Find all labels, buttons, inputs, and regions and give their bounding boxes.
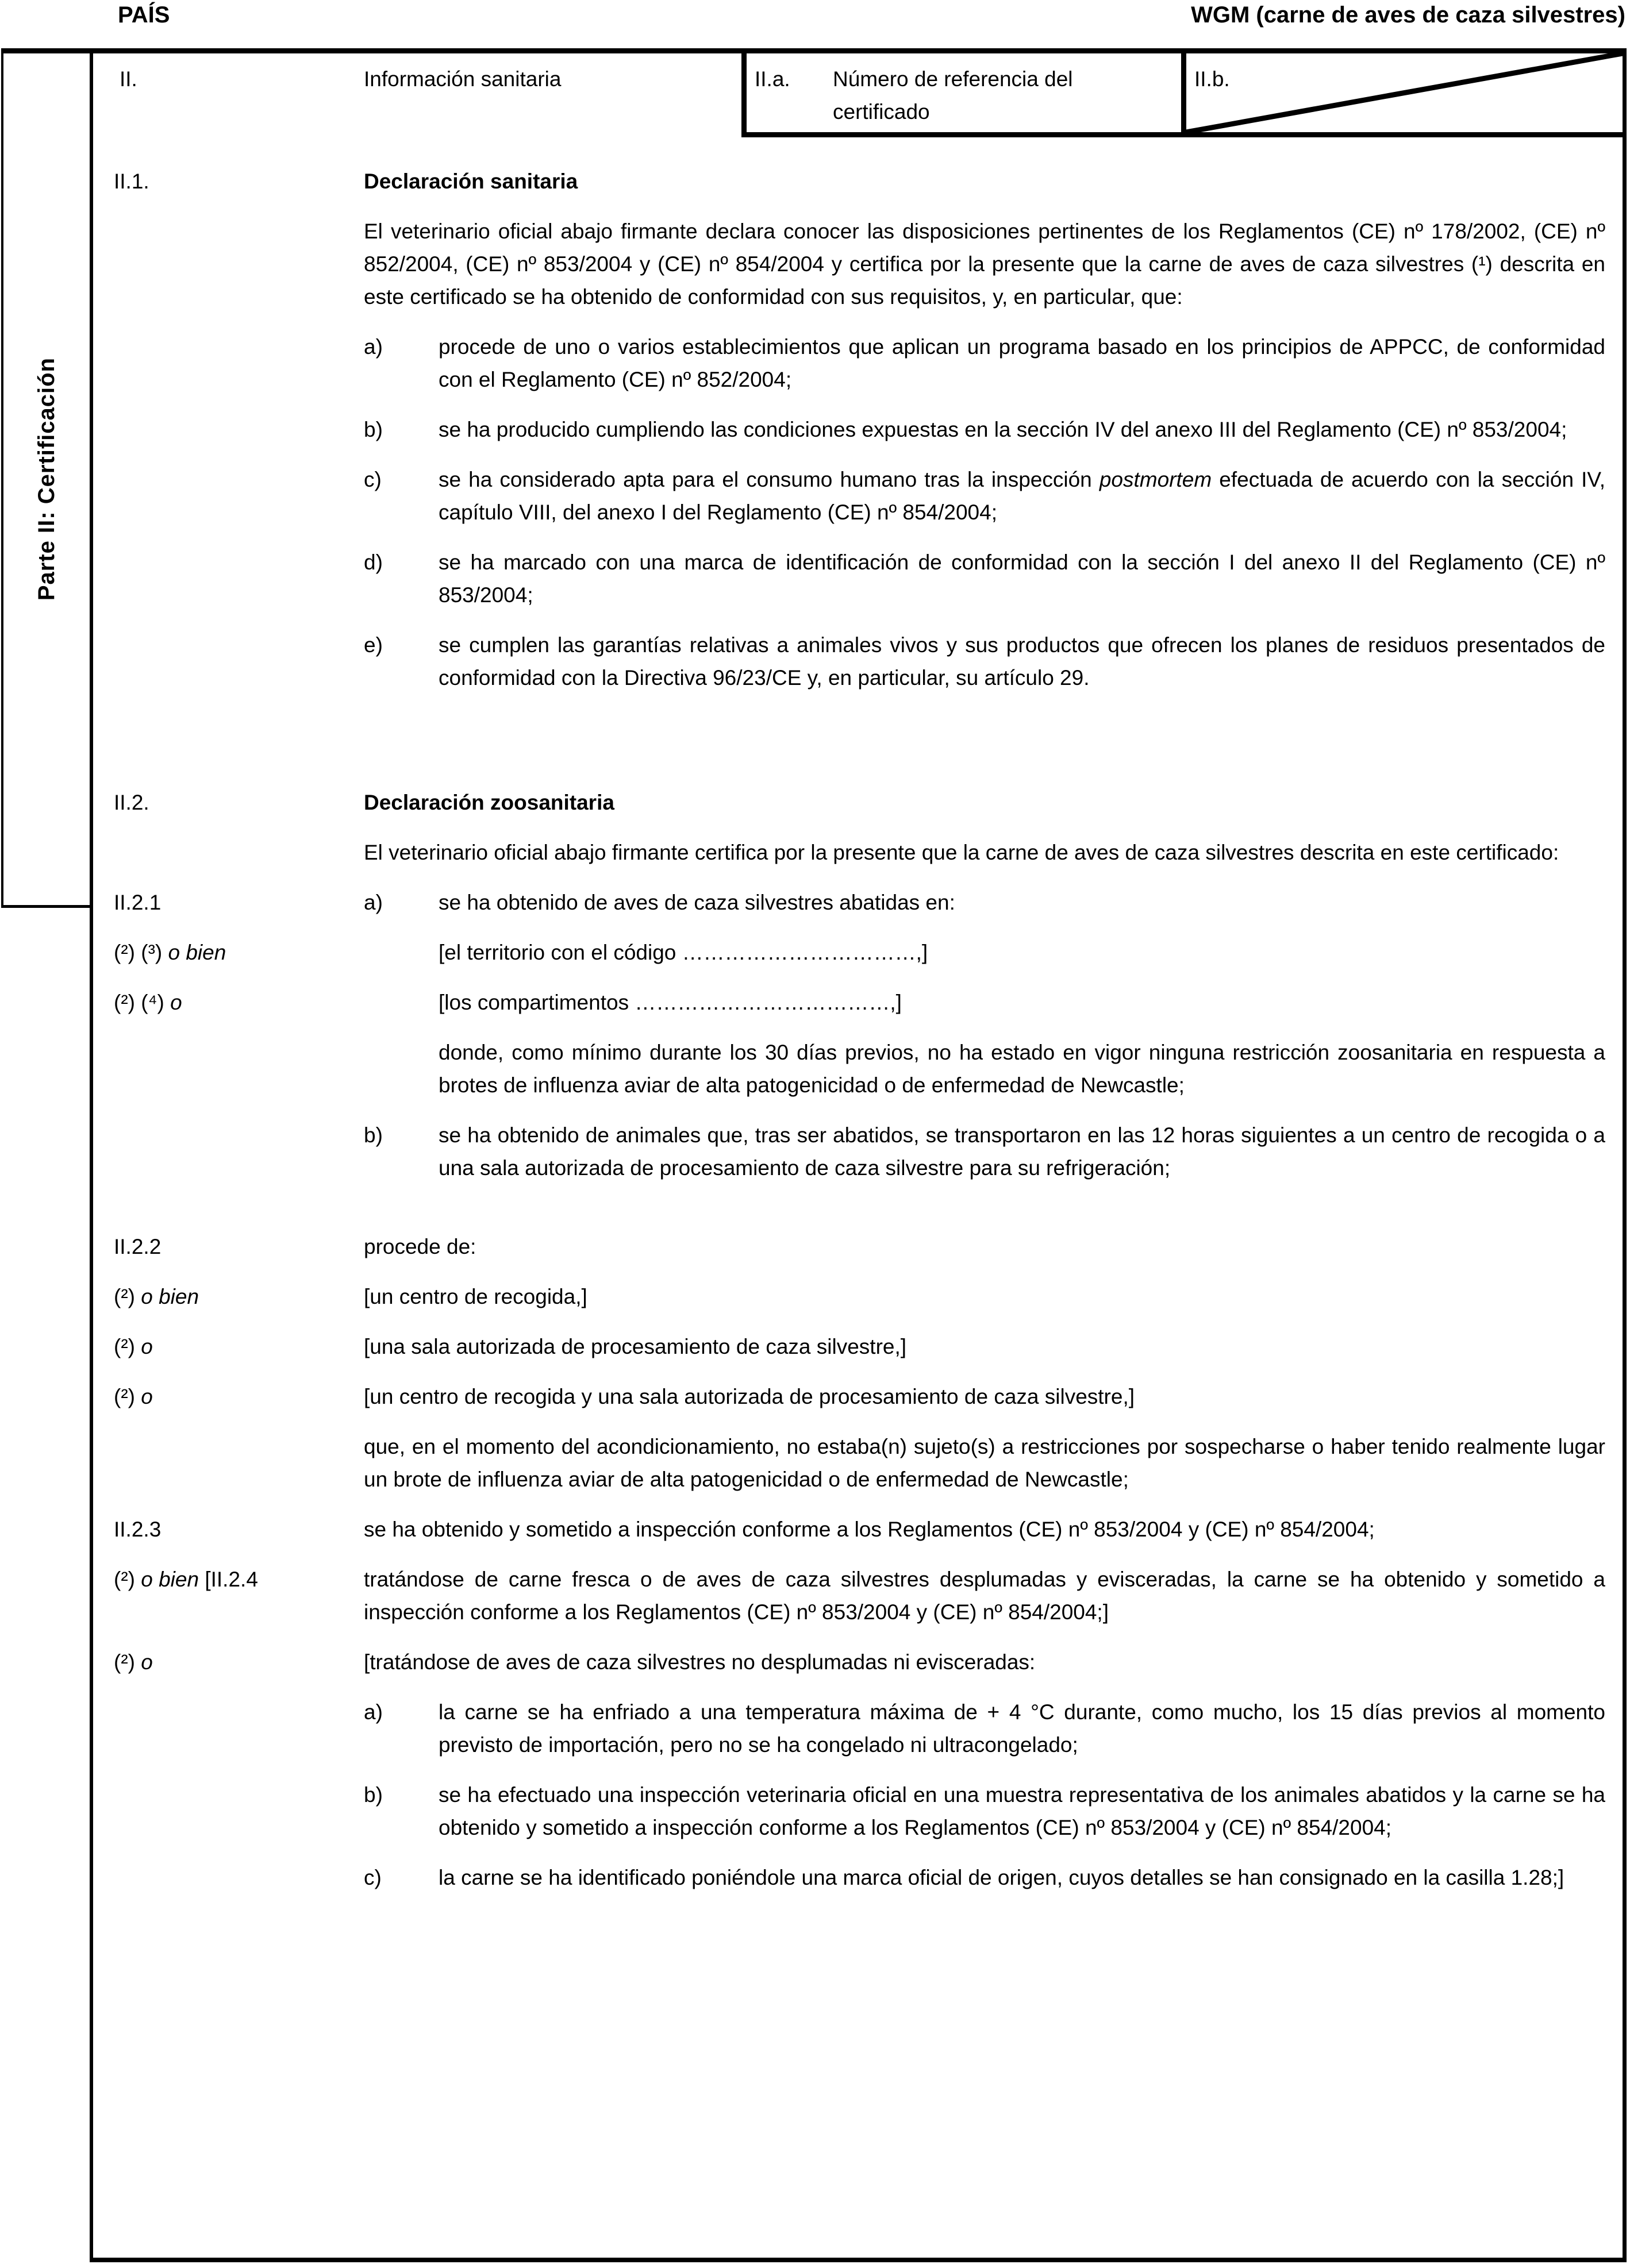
footnote-refs: (²) (⁴) — [114, 991, 171, 1014]
option-text: [tratándose de aves de caza silvestres no desplumadas ni evisceradas: — [364, 1650, 1036, 1674]
item-text-italic: postmortem — [1099, 468, 1212, 491]
paragraph-text: donde, como mínimo durante los 30 días previos, no ha estado en vigor ninguna restricción zoosanitaria en respuesta a brotes de influenza aviar de alta patogenicidad o de enfermedad de Newcastle; — [439, 1041, 1605, 1097]
country-label: PAÍS — [118, 2, 170, 28]
option-connector: o — [170, 991, 182, 1014]
section-label: II.2.3 — [114, 1518, 162, 1541]
header-cell-info — [93, 53, 741, 137]
item-letter: c) — [364, 468, 382, 491]
header-ii-number: II. — [120, 67, 137, 91]
label-spacer — [114, 1778, 364, 1844]
option-label — [114, 1280, 364, 1313]
option-label — [114, 936, 364, 969]
option-label-suffix: [II.2.4 — [199, 1568, 258, 1591]
footnote-refs: (²) (³) — [114, 941, 168, 964]
option-text: [el territorio con el código ……………………………,] — [439, 941, 928, 964]
option-label — [114, 1563, 364, 1628]
header-ii-label: Información sanitaria — [364, 67, 562, 91]
header-cell-iib — [1181, 53, 1623, 137]
lettered-item — [364, 330, 1605, 396]
table-body — [93, 137, 1623, 2258]
option-row — [114, 1380, 1605, 1413]
lettered-item-row — [114, 629, 1605, 694]
option-connector: o — [141, 1335, 153, 1358]
item-text: la carne se ha enfriado a una temperatura máxima de + 4 °C durante, como mucho, los 15 días previos al momento previsto de importación, pero no se ha congelado ni ultracongelado; — [439, 1700, 1605, 1757]
item-text: se ha efectuado una inspección veterinaria oficial en una muestra representativa de los animales abatidos y la carne se ha obtenido y sometido a inspección conforme a los Reglamentos (CE) nº 853/2004 y (CE) nº 854/2004; — [439, 1783, 1605, 1839]
paragraph-text: que, en el momento del acondicionamiento, no estaba(n) sujeto(s) a restricciones por sospecharse o haber tenido realmente lugar un brote de influenza aviar de alta patogenicidad o de enfermedad de Newcastle; — [364, 1435, 1605, 1491]
label-spacer — [114, 1430, 364, 1496]
section-title: Declaración zoosanitaria — [364, 791, 614, 814]
numbered-lettered-row — [114, 886, 1605, 919]
label-spacer — [114, 836, 364, 869]
footnote-refs: (²) — [114, 1335, 141, 1358]
section-heading-row — [114, 165, 1605, 198]
label-spacer — [114, 215, 364, 313]
footnote-refs: (²) — [114, 1568, 141, 1591]
lettered-item-row — [114, 463, 1605, 529]
paragraph-row — [114, 215, 1605, 313]
page-top-bar — [118, 1, 1625, 29]
item-text: se ha obtenido de animales que, tras ser abatidos, se transportaron en las 12 horas siguientes a un centro de recogida o a una sala autorizada de procesamiento de caza silvestre para su refrigeración; — [439, 1123, 1605, 1180]
section-title: Declaración sanitaria — [364, 170, 578, 193]
paragraph-text: procede de: — [364, 1235, 476, 1258]
label-spacer — [114, 629, 364, 694]
option-row — [114, 1330, 1605, 1363]
option-text: tratándose de carne fresca o de aves de caza silvestres desplumadas y evisceradas, la carne se ha obtenido y sometido a inspección conforme a los Reglamentos (CE) nº 853/2004 y (CE) nº 854/2004;] — [364, 1568, 1605, 1624]
lettered-item — [364, 463, 1605, 529]
lettered-item-row — [114, 1778, 1605, 1844]
item-text-pre: se ha considerado apta para el consumo humano tras la inspección — [439, 468, 1100, 491]
lettered-item — [364, 629, 1605, 694]
part-ii-certification-sidebar — [1, 53, 90, 908]
header-iia-number: II.a. — [755, 67, 790, 91]
option-text: [los compartimentos ………………………………,] — [439, 991, 902, 1014]
item-letter: a) — [364, 1700, 383, 1724]
option-label — [114, 1330, 364, 1363]
lettered-item — [364, 1861, 1605, 1894]
item-text: se ha producido cumpliendo las condiciones expuestas en la sección IV del anexo III del Reglamento (CE) nº 853/2004; — [439, 418, 1567, 441]
option-connector: o — [141, 1385, 153, 1408]
label-spacer — [114, 463, 364, 529]
option-row — [114, 986, 1605, 1019]
item-letter: b) — [364, 1123, 383, 1147]
label-spacer — [114, 1696, 364, 1761]
sidebar-part-label: Parte II: Certificación — [33, 357, 59, 601]
section-label: II.2. — [114, 791, 149, 814]
numbered-paragraph-row — [114, 1513, 1605, 1546]
label-spacer — [114, 546, 364, 611]
option-row — [114, 1563, 1605, 1628]
option-label — [114, 1646, 364, 1678]
label-spacer — [114, 1119, 364, 1184]
item-letter: e) — [364, 633, 383, 657]
paragraph-text: El veterinario oficial abajo firmante declara conocer las disposiciones pertinentes de los Reglamentos (CE) nº 178/2002, (CE) nº 852/2004, (CE) nº 853/2004 y (CE) nº 854/2004 y certifica por la presente que la carne de aves de caza silvestres (¹) descrita en este certificado se ha obtenido de conformidad con sus requisitos, y, en particular, que: — [364, 220, 1605, 309]
paragraph-row — [114, 836, 1605, 869]
lettered-item-row — [114, 330, 1605, 396]
lettered-item — [364, 1696, 1605, 1761]
item-text-post: efectuada de acuerdo con la sección IV, capítulo VIII, del anexo I del Reglamento (CE) nº 854/2004; — [439, 468, 1605, 524]
lettered-item-row — [114, 1861, 1605, 1894]
option-text: [un centro de recogida y una sala autorizada de procesamiento de caza silvestre,] — [364, 1385, 1135, 1408]
option-connector: o bien — [141, 1285, 199, 1308]
label-spacer — [114, 330, 364, 396]
item-text: se cumplen las garantías relativas a animales vivos y sus productos que ofrecen los planes de residuos presentados de conformidad con la Directiva 96/23/CE y, en particular, su artículo 29. — [439, 633, 1605, 690]
lettered-item-row — [114, 413, 1605, 446]
item-text — [439, 463, 1605, 529]
footnote-refs: (²) — [114, 1385, 141, 1408]
table-header-row — [93, 53, 1623, 137]
section-label: II.2.2 — [114, 1235, 162, 1258]
certificate-table — [1, 48, 1627, 2262]
label-spacer — [114, 1036, 364, 1102]
footnote-refs: (²) — [114, 1285, 141, 1308]
section-heading-row — [114, 786, 1605, 819]
lettered-item — [364, 886, 1605, 919]
label-spacer — [114, 1861, 364, 1894]
option-text: [una sala autorizada de procesamiento de caza silvestre,] — [364, 1335, 907, 1358]
item-letter: b) — [364, 418, 383, 441]
option-connector: o — [141, 1650, 153, 1674]
section-label: II.1. — [114, 170, 149, 193]
footnote-refs: (²) — [114, 1650, 141, 1674]
lettered-item — [364, 413, 1605, 446]
option-text: [un centro de recogida,] — [364, 1285, 587, 1308]
iib-diagonal-line-icon — [1186, 53, 1623, 132]
lettered-item-row — [114, 1696, 1605, 1761]
item-letter: b) — [364, 1783, 383, 1807]
paragraph-text: El veterinario oficial abajo firmante certifica por la presente que la carne de aves de caza silvestres descrita en este certificado: — [364, 841, 1559, 864]
paragraph-text: se ha obtenido y sometido a inspección conforme a los Reglamentos (CE) nº 853/2004 y (CE) nº 854/2004; — [364, 1518, 1375, 1541]
lettered-item — [364, 1119, 1605, 1184]
paragraph-row — [114, 1036, 1605, 1102]
item-text: se ha marcado con una marca de identificación de conformidad con la sección I del anexo II del Reglamento (CE) nº 853/2004; — [439, 550, 1605, 607]
label-spacer — [114, 413, 364, 446]
option-connector: o bien — [168, 941, 226, 964]
item-text: la carne se ha identificado poniéndole una marca oficial de origen, cuyos detalles se han consignado en la casilla 1.28;] — [439, 1866, 1564, 1889]
option-connector: o bien — [141, 1568, 199, 1591]
lettered-item — [364, 1778, 1605, 1844]
option-row — [114, 936, 1605, 969]
header-iib-number: II.b. — [1194, 67, 1230, 91]
lettered-item — [364, 546, 1605, 611]
numbered-paragraph-row — [114, 1230, 1605, 1263]
header-cell-reference — [741, 53, 1181, 137]
item-letter: c) — [364, 1866, 382, 1889]
item-letter: a) — [364, 891, 383, 914]
paragraph-row — [114, 1430, 1605, 1496]
header-iia-label: Número de referencia del certificado — [833, 67, 1073, 124]
lettered-item-row — [114, 546, 1605, 611]
section-label: II.2.1 — [114, 891, 162, 914]
option-row — [114, 1280, 1605, 1313]
item-text: se ha obtenido de aves de caza silvestres abatidas en: — [439, 891, 955, 914]
option-row — [114, 1646, 1605, 1678]
item-text: procede de uno o varios establecimientos que aplican un programa basado en los principios de APPCC, de conformidad con el Reglamento (CE) nº 852/2004; — [439, 335, 1605, 391]
certificate-type-label: WGM (carne de aves de caza silvestres) — [1191, 2, 1625, 28]
lettered-item-row — [114, 1119, 1605, 1184]
item-letter: d) — [364, 550, 383, 574]
certificate-main-panel — [90, 53, 1627, 2262]
item-letter: a) — [364, 335, 383, 359]
option-label — [114, 986, 364, 1019]
option-label — [114, 1380, 364, 1413]
